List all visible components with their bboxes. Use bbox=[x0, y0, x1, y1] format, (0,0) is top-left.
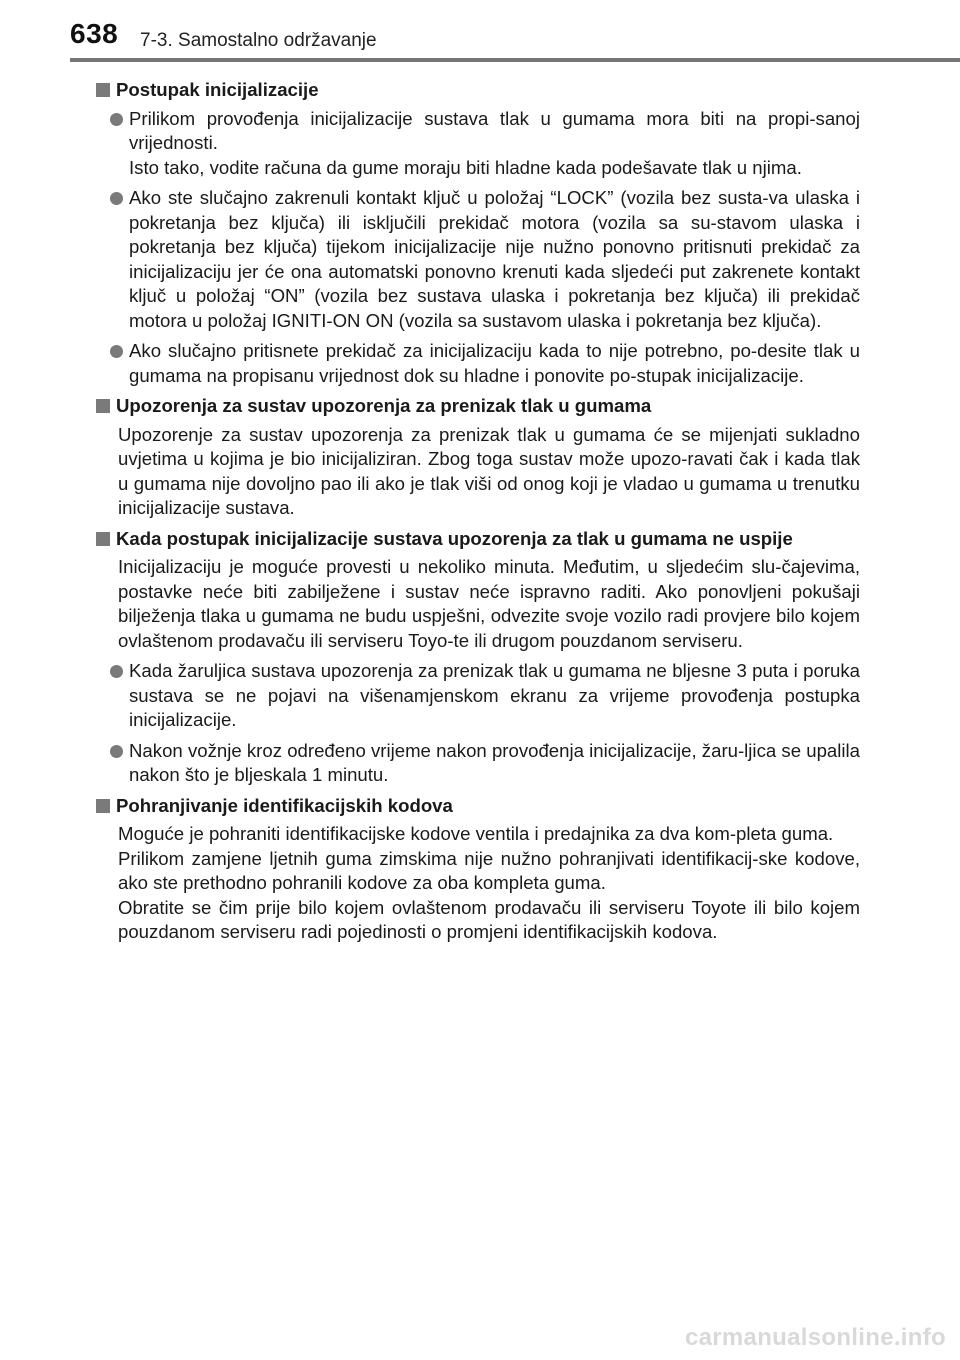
paragraph: Upozorenje za sustav upozorenja za prenizak tlak u gumama će se mijenjati sukladno uvjetima u kojima je bio inicijaliziran. Zbog toga sustav može upozo-ravati čak i kada tlak u gumama nije dovoljno pao ili ako je tlak viši od onog koji je vladao u gumama u trenutku inicijalizacije sustava. bbox=[118, 423, 860, 518]
paragraph: Inicijalizaciju je moguće provesti u nekoliko minuta. Međutim, u sljedećim slu-čajevima, postavke neće biti zabilježene i sustav neće ispravno raditi. Ako ponovljeni pokušaji bilježenja tlaka u gumama ne budu uspješni, odvezite svoje vozilo radi provjere bilo kojem ovlaštenom prodavaču ili serviseru Toyo-te ili drugom pouzdanom serviseru. bbox=[118, 556, 860, 651]
list-item bbox=[110, 659, 860, 733]
section-body bbox=[118, 555, 860, 653]
section-heading bbox=[96, 394, 860, 419]
section-heading-text: Postupak inicijalizacije bbox=[116, 79, 319, 100]
section-body bbox=[118, 423, 860, 521]
section-heading bbox=[96, 527, 860, 552]
paragraph: Isto tako, vodite računa da gume moraju biti hladne kada podešavate tlak u njima. bbox=[129, 156, 802, 178]
paragraph: Ako ste slučajno zakrenuli kontakt ključ u položaj “LOCK” (vozila bez susta-va ulaska i pokretanja bez ključa) ili isključili prekidač motora (vozila sa su-stavom ulaska i pokretanja bez ključa) tijekom inicijalizacije nije nužno ponovno pritisnuti prekidač za inicijalizaciju jer će ona automatski ponovno krenuti kada sljedeći put zakrenete kontakt ključ u položaj “ON” (vozila bez sustava ulaska i pokretanja bez ključa) ili prekidač motora u položaj IGNITI-ON ON (vozila sa sustavom ulaska i pokretanja bez ključa). bbox=[129, 187, 860, 331]
section-warnings bbox=[96, 394, 860, 521]
paragraph: Obratite se čim prije bilo kojem ovlaštenom prodavaču ili serviseru Toyote ili bilo kojem pouzdanom serviseru radi pojedinosti o promjeni identifikacijskih kodova. bbox=[118, 896, 860, 942]
page-number: 638 bbox=[70, 18, 119, 49]
paragraph: Ako slučajno pritisnete prekidač za inicijalizaciju kada to nije potrebno, po-desite tlak u gumama na propisanu vrijednost dok su hladne i ponovite po-stupak inicijalizacije. bbox=[129, 340, 860, 386]
section-initialization-failure bbox=[96, 527, 860, 788]
list-item bbox=[110, 186, 860, 333]
paragraph: Moguće je pohraniti identifikacijske kodove ventila i predajnika za dva kom-pleta guma. bbox=[118, 823, 834, 844]
list-item bbox=[110, 739, 860, 788]
section-body bbox=[118, 822, 860, 945]
square-bullet-icon bbox=[96, 399, 110, 413]
circle-bullet-icon bbox=[110, 665, 123, 678]
circle-bullet-icon bbox=[110, 113, 123, 126]
section-heading bbox=[96, 78, 860, 103]
circle-bullet-icon bbox=[110, 745, 123, 758]
section-id-codes bbox=[96, 794, 860, 945]
square-bullet-icon bbox=[96, 799, 110, 813]
list-item bbox=[110, 339, 860, 388]
header-divider bbox=[70, 58, 960, 62]
section-heading bbox=[96, 794, 860, 819]
page-header bbox=[0, 0, 960, 60]
circle-bullet-icon bbox=[110, 345, 123, 358]
section-initialization-procedure bbox=[96, 78, 860, 388]
square-bullet-icon bbox=[96, 532, 110, 546]
list-item bbox=[110, 107, 860, 181]
paragraph: Nakon vožnje kroz određeno vrijeme nakon provođenja inicijalizacije, žaru-ljica se upalila nakon što je bljeskala 1 minutu. bbox=[129, 739, 860, 785]
paragraph: Prilikom provođenja inicijalizacije sustava tlak u gumama mora biti na propi-sanoj vrijednosti. bbox=[129, 107, 860, 153]
section-heading-text: Kada postupak inicijalizacije sustava upozorenja za tlak u gumama ne uspije bbox=[116, 527, 793, 549]
paragraph: Kada žaruljica sustava upozorenja za prenizak tlak u gumama ne bljesne 3 puta i poruka sustava se ne pojavi na višenamjenskom ekranu za vrijeme provođenja postupka inicijalizacije. bbox=[129, 660, 860, 730]
chapter-title: 7-3. Samostalno održavanje bbox=[140, 30, 377, 51]
circle-bullet-icon bbox=[110, 192, 123, 205]
section-heading-text: Upozorenja za sustav upozorenja za prenizak tlak u gumama bbox=[116, 395, 652, 416]
page-content bbox=[96, 78, 860, 951]
paragraph: Prilikom zamjene ljetnih guma zimskima nije nužno pohranjivati identifikacij-ske kodove, ako ste prethodno pohranili kodove za oba kompleta guma. bbox=[118, 847, 860, 893]
square-bullet-icon bbox=[96, 83, 110, 97]
section-heading-text: Pohranjivanje identifikacijskih kodova bbox=[116, 794, 453, 816]
watermark: carmanualsonline.info bbox=[684, 1324, 946, 1351]
